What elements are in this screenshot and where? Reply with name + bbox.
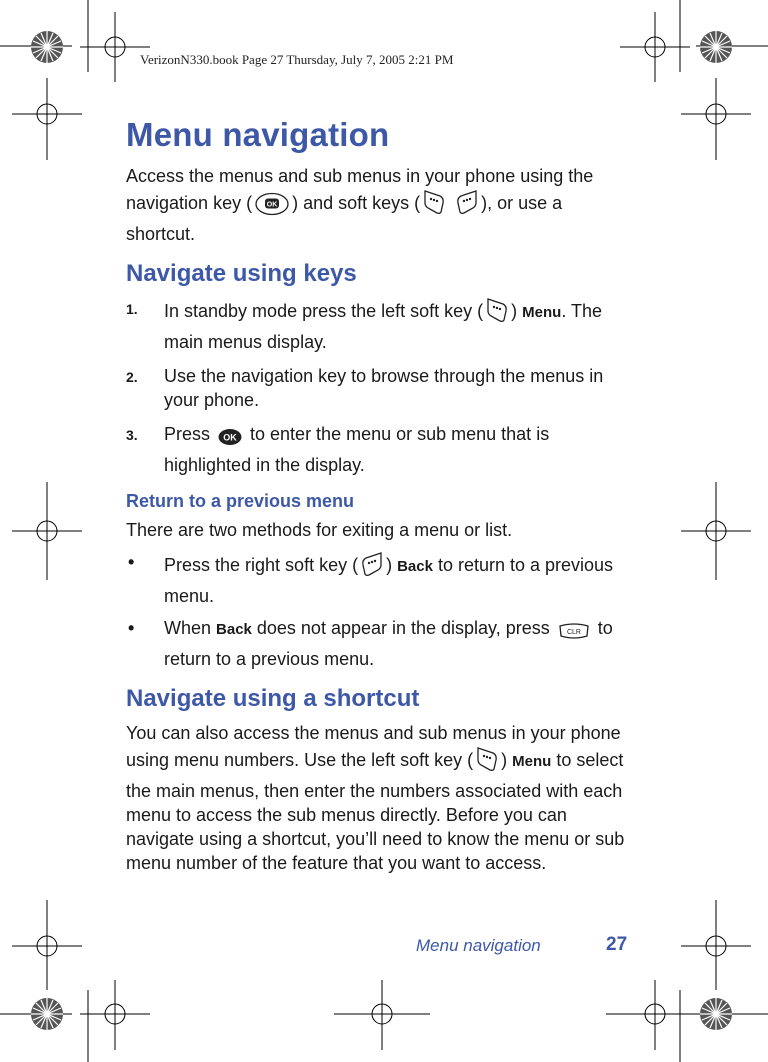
starburst-top-left (31, 31, 63, 63)
shortcut-text-post: to select the main menus, then enter the numbers associated with each menu to access the sub menus directly. Before you can navigate using a shortcut, you’ll need to know the menu or sub menu number of the feature that you want to access. (126, 750, 625, 873)
step-number: 3. (126, 427, 138, 443)
bullet-2-text-post: to return to a previous menu. (164, 618, 613, 669)
crosshair-top-left (80, 12, 150, 82)
intro-text-1: Access the menus and sub menus in your phone using the navigation key ( (126, 166, 594, 213)
step-3-text-pre: Press (164, 424, 216, 444)
step-1-text-pre: In standby mode press the left soft key ( (164, 301, 484, 321)
page-number: 27 (606, 934, 628, 955)
crosshair-right-upper (681, 78, 751, 160)
step-3-text-post: to enter the menu or sub menu that is highlighted in the display. (164, 424, 550, 475)
step-number: 2. (126, 369, 138, 385)
starburst-bottom-right (700, 998, 732, 1030)
crosshair-left-middle (12, 482, 82, 580)
ok-key-icon (217, 427, 243, 453)
navigation-key-icon (254, 192, 290, 222)
menu-softkey-label: Menu (512, 753, 552, 770)
page-content (126, 116, 631, 875)
bullet-dot: • (128, 618, 135, 638)
ok-key-label: OK (223, 432, 237, 443)
shortcut-text-pre: You can also access the menus and sub menus in your phone using menu numbers. Use the left soft key ( (126, 723, 621, 770)
bullet-1 (126, 550, 631, 608)
step-2-text: Use the navigation key to browse through the menus in your phone. (164, 366, 604, 410)
back-softkey-label: Back (216, 621, 252, 638)
page-title: Menu navigation (126, 116, 390, 153)
starburst-bottom-left (31, 998, 63, 1030)
bullet-2-text-mid: does not appear in the display, press (251, 618, 555, 638)
crosshair-right-middle (681, 482, 751, 580)
intro-text-2: ) and soft keys ( (292, 193, 421, 213)
navigation-key-label: OK (266, 201, 278, 209)
step-1-text-post: . The main menus display. (164, 301, 603, 352)
starburst-top-right (700, 31, 732, 63)
crosshair-bottom-right (606, 980, 704, 1050)
crosshair-left-lower (12, 900, 82, 990)
left-soft-key-icon (475, 745, 499, 779)
clr-key-icon (557, 621, 591, 647)
left-soft-key-icon (485, 296, 509, 330)
step-1 (126, 296, 631, 354)
right-soft-key-icon (455, 188, 479, 222)
bullet-1-text-mid: ) (386, 555, 398, 575)
footer-section-label: Menu navigation (416, 936, 541, 955)
intro-paragraph (126, 164, 631, 246)
bullet-dot: • (128, 552, 135, 572)
shortcut-paragraph (126, 721, 631, 875)
crosshair-bottom-left (80, 980, 150, 1050)
return-intro: There are two methods for exiting a menu or list. (126, 520, 513, 540)
step-number: 1. (126, 301, 138, 317)
step-1-text-mid: ) (511, 301, 523, 321)
bullet-2-text-pre: When (164, 618, 217, 638)
bullet-1-text-post: to return to a previous menu. (164, 555, 614, 606)
step-3 (126, 422, 631, 477)
clr-key-label: CLR (566, 629, 581, 636)
heading-navigate-using-keys: Navigate using keys (126, 260, 357, 287)
menu-softkey-label: Menu (522, 304, 562, 321)
back-softkey-label: Back (397, 558, 433, 575)
crosshair-left-upper (12, 78, 82, 160)
left-soft-key-icon (422, 188, 446, 222)
heading-return-previous-menu: Return to a previous menu (126, 491, 355, 511)
step-2 (126, 364, 631, 412)
print-header: VerizonN330.book Page 27 Thursday, July 7, 2005 2:21 PM (140, 52, 454, 67)
crosshair-right-lower (681, 900, 751, 990)
bullet-1-text-pre: Press the right soft key ( (164, 555, 359, 575)
right-soft-key-icon (360, 550, 384, 584)
crosshair-bottom-center (334, 980, 430, 1050)
intro-text-3: ), or use a shortcut. (126, 193, 563, 244)
bullet-2 (126, 616, 631, 671)
shortcut-text-mid: ) (501, 750, 513, 770)
heading-navigate-using-shortcut: Navigate using a shortcut (126, 685, 420, 712)
